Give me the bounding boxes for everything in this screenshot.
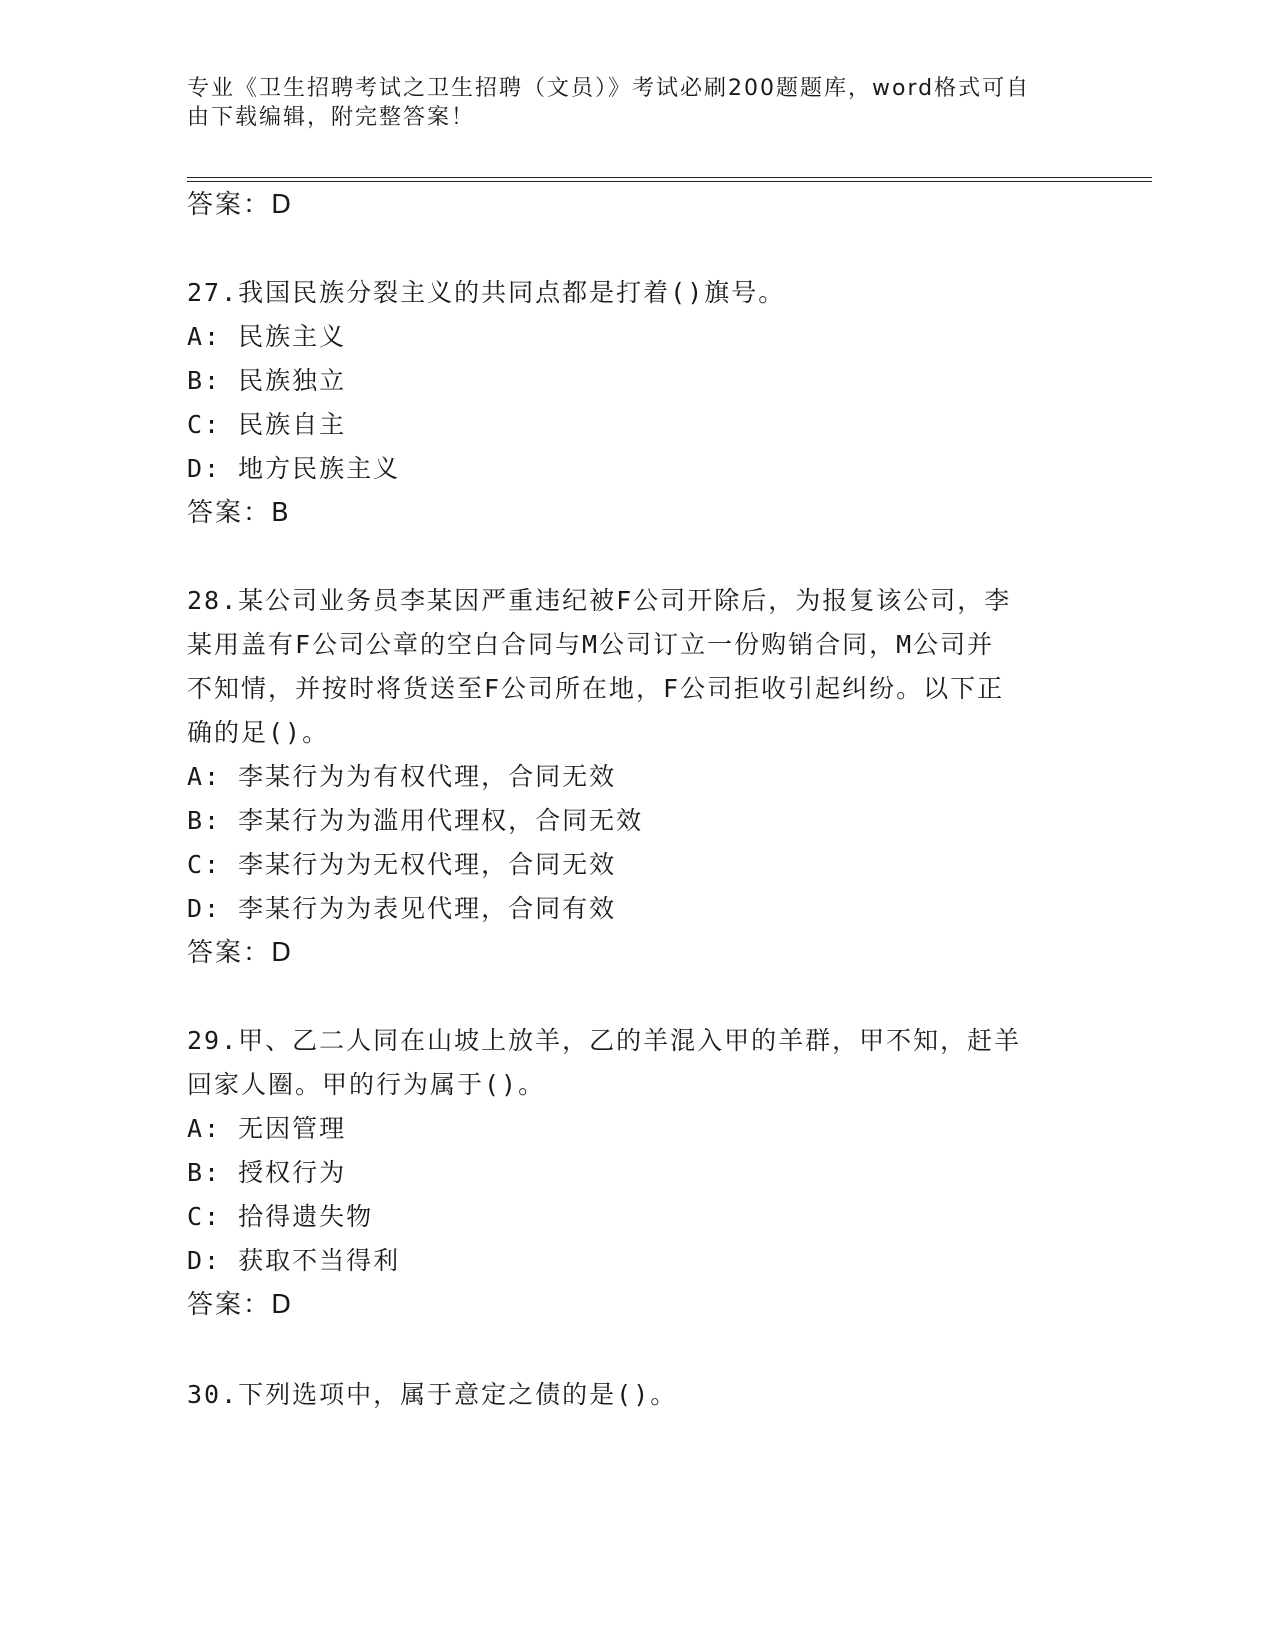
question-27-answer: 答案：B: [187, 498, 291, 528]
question-28-stem: 确的足()。: [187, 718, 330, 747]
question-28-stem: 28.某公司业务员李某因严重违纪被F公司开除后，为报复该公司，李: [187, 586, 1012, 615]
question-30-stem: 30.下列选项中，属于意定之债的是()。: [187, 1380, 678, 1409]
question-29-answer: 答案：D: [187, 1290, 294, 1320]
question-28-option-a: A: 李某行为为有权代理，合同无效: [187, 762, 617, 791]
question-28-option-d: D: 李某行为为表见代理，合同有效: [187, 894, 617, 923]
previous-answer: 答案：D: [187, 190, 294, 220]
header-line: 专业《卫生招聘考试之卫生招聘（文员）》考试必刷200题题库，word格式可自: [187, 76, 1031, 101]
question-27-stem: 27.我国民族分裂主义的共同点都是打着()旗号。: [187, 278, 786, 307]
question-28-stem: 某用盖有F公司公章的空白合同与M公司订立一份购销合同，M公司并: [187, 630, 995, 659]
question-28-answer: 答案：D: [187, 938, 294, 968]
question-27-option-d: D: 地方民族主义: [187, 454, 401, 483]
question-28-option-b: B: 李某行为为滥用代理权，合同无效: [187, 806, 644, 835]
question-27-option-b: B: 民族独立: [187, 366, 347, 395]
question-29-stem: 回家人圈。甲的行为属于()。: [187, 1070, 546, 1099]
question-29-option-a: A: 无因管理: [187, 1114, 347, 1143]
question-27-option-c: C: 民族自主: [187, 410, 347, 439]
question-29-option-d: D: 获取不当得利: [187, 1246, 401, 1275]
header-divider: [187, 177, 1152, 178]
header-divider: [187, 181, 1152, 182]
page-header: [187, 74, 1067, 132]
question-27-option-a: A: 民族主义: [187, 322, 347, 351]
question-28-stem: 不知情，并按时将货送至F公司所在地，F公司拒收引起纠纷。以下正: [187, 674, 1005, 703]
header-line: 由下载编辑，附完整答案！: [187, 105, 476, 130]
question-29-option-b: B: 授权行为: [187, 1158, 347, 1187]
question-29-stem: 29.甲、乙二人同在山坡上放羊，乙的羊混入甲的羊群，甲不知，赶羊: [187, 1026, 1022, 1055]
question-28-option-c: C: 李某行为为无权代理，合同无效: [187, 850, 617, 879]
question-29-option-c: C: 拾得遗失物: [187, 1202, 374, 1231]
